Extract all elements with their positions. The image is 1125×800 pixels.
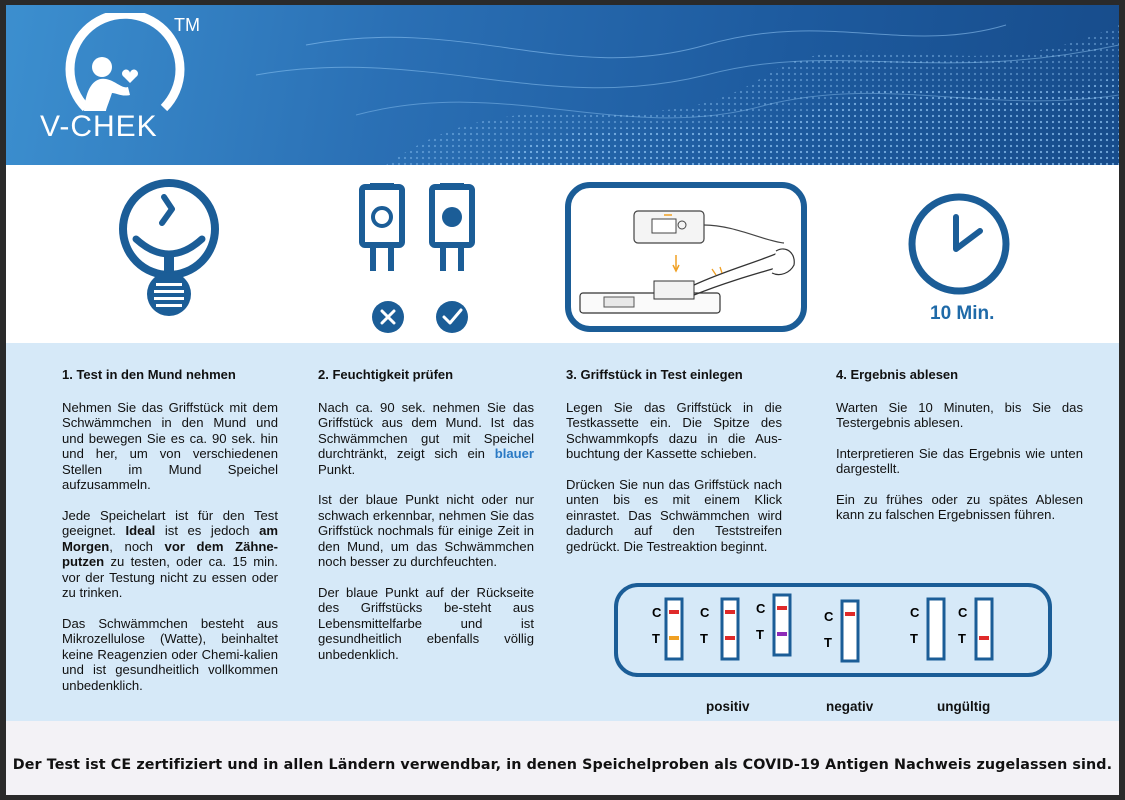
step-4-paragraph-1: Warten Sie 10 Minuten, bis Sie das Testergebnis ablesen.	[836, 399, 1083, 430]
strip-c-label: C	[756, 601, 766, 616]
step-1-title: 1. Test in den Mund nehmen	[62, 367, 236, 382]
step-2-paragraph-1: Nach ca. 90 sek. nehmen Sie das Griffstück aus dem Mund. Ist das Schwämmchen gut mit Speichel durchtränkt, zeigt sich ein blauer Punkt.	[318, 399, 534, 477]
negative-label: negativ	[826, 699, 874, 714]
strip-c-label: C	[652, 605, 662, 620]
step-2-column	[318, 367, 534, 677]
step-1-paragraph-2: Jede Speichelart ist für den Test geeignet. Ideal ist es jedoch am Morgen, noch vor dem Zähne-putzen zu testen, oder ca. 15 min. vor der Testung nicht zu essen oder zu trinken.	[62, 507, 279, 600]
strip-c-label: C	[958, 605, 968, 620]
result-examples-panel	[614, 583, 1052, 677]
step-4-title: 4. Ergebnis ablesen	[836, 367, 959, 382]
instruction-sheet	[6, 5, 1119, 795]
timer-label: 10 Min.	[930, 303, 995, 324]
step-4-column	[836, 367, 1083, 538]
strip-t-label: T	[756, 627, 764, 642]
strip-c-label: C	[700, 605, 710, 620]
step-2-paragraph-3: Der blaue Punkt auf der Rückseite des Griffstücks be-steht aus Lebensmittelfarbe und ist gesundheitlich ebenfalls völlig unbedenklich.	[318, 584, 534, 662]
step-3-column	[566, 367, 782, 569]
result-strips-graphic	[618, 587, 1048, 673]
strip-c-label: C	[824, 609, 834, 624]
strip-c-label: C	[910, 605, 920, 620]
step-1-column	[62, 367, 278, 708]
strip-t-label: T	[652, 631, 660, 646]
brand-name: V-CHEK	[40, 110, 158, 143]
step-3-paragraph-1: Legen Sie das Griffstück in die Testkassette ein. Die Spitze des Schwammkopfs dazu in die Aus-buchtung der Kassette schieben.	[566, 399, 782, 461]
step-1-paragraph-1: Nehmen Sie das Griffstück mit dem Schwämmchen in den Mund und und bewegen Sie es ca. 90 sek. hin und her, um von verschiedenen Stellen im Mund Speichel aufzusammeln.	[62, 399, 278, 492]
strip-t-label: T	[958, 631, 966, 646]
strip-t-label: T	[700, 631, 708, 646]
step-3-title: 3. Griffstück in Test einlegen	[566, 367, 743, 382]
invalid-label: ungültig	[937, 699, 991, 714]
step-2-title: 2. Feuchtigkeit prüfen	[318, 367, 454, 382]
step-4-paragraph-2: Interpretieren Sie das Ergebnis wie unten dargestellt.	[836, 445, 1083, 476]
trademark-mark: TM	[174, 15, 200, 35]
footer	[6, 721, 1119, 795]
step-2-paragraph-2: Ist der blaue Punkt nicht oder nur schwach erkennbar, nehmen Sie das Griffstück nochmals für einige Zeit in den Mund, um das Schwämmchen noch besser zu durchfeuchten.	[318, 492, 534, 569]
instructions-area	[6, 343, 1119, 721]
mouth-swab-icon	[114, 177, 224, 322]
check-icon	[436, 301, 468, 333]
step-1-paragraph-3: Das Schwämmchen besteht aus Mikrozellulose (Watte), beinhaltet keine Reagenzien oder Chemi-kalien und ist gesundheitlich vollkommen unbedenklich.	[62, 615, 278, 693]
insert-cassette-illustration	[564, 181, 808, 333]
step-icons-row	[6, 165, 1119, 345]
step-4-paragraph-3: Ein zu frühes oder zu spätes Ablesen kann zu falschen Ergebnissen führen.	[836, 491, 1083, 522]
step-3-paragraph-2: Drücken Sie nun das Griffstück nach unten bis es mit einem Klick einrastet. Das Schwämmchen wird dadurch auf den Teststreifen gedrückt. Die Testreaktion beginnt.	[566, 476, 782, 554]
strip-t-label: T	[824, 635, 832, 650]
certification-note: Der Test ist CE zertifiziert und in allen Ländern verwendbar, in denen Speichelproben als COVID-19 Antigen Nachweis zugelassen sind.	[12, 757, 1113, 773]
positive-label: positiv	[706, 699, 750, 714]
header-banner	[6, 5, 1119, 165]
clock-icon	[904, 189, 1014, 299]
strip-t-label: T	[910, 631, 918, 646]
moisture-check-icon	[356, 183, 476, 333]
